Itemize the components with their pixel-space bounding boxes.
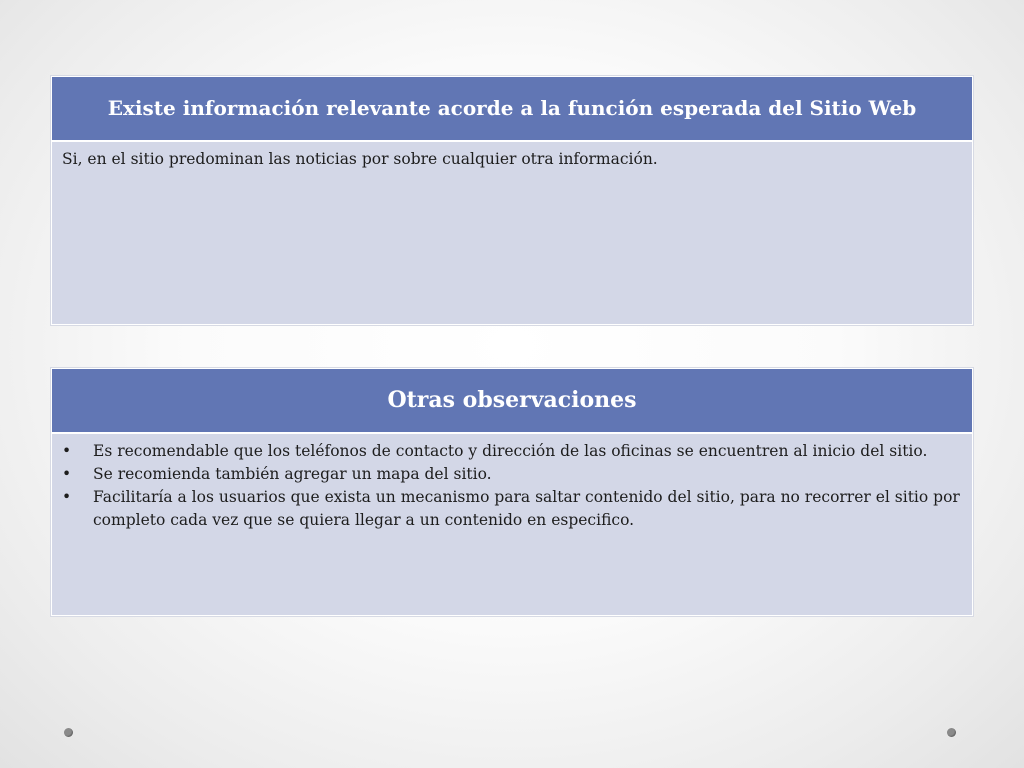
observations-panel — [51, 368, 973, 616]
corner-dot-icon-right — [947, 728, 956, 737]
list-item-text: Se recomienda también agregar un mapa del sitio. — [93, 465, 492, 483]
bullet-icon: • — [62, 442, 72, 460]
relevant-info-panel — [51, 76, 973, 325]
list-item — [62, 440, 962, 463]
bullet-icon: • — [62, 465, 72, 483]
list-item-text: Es recomendable que los teléfonos de contacto y dirección de las oficinas se encuentren al inicio del sitio. — [93, 442, 928, 460]
relevant-info-body — [52, 142, 972, 324]
relevant-info-header: Existe información relevante acorde a la función esperada del Sitio Web — [52, 77, 972, 142]
list-item-text: Facilitaría a los usuarios que exista un mecanismo para saltar contenido del sitio, para no recorrer el sitio por completo cada vez que se quiera llegar a un contenido en especifico. — [93, 488, 960, 529]
list-item — [62, 486, 962, 532]
relevant-info-text: Si, en el sitio predominan las noticias por sobre cualquier otra información. — [62, 150, 658, 168]
observations-header: Otras observaciones — [52, 369, 972, 434]
observations-body — [52, 434, 972, 615]
bullet-icon: • — [62, 488, 72, 506]
observations-list — [62, 440, 962, 532]
corner-dot-icon-left — [64, 728, 73, 737]
list-item — [62, 463, 962, 486]
